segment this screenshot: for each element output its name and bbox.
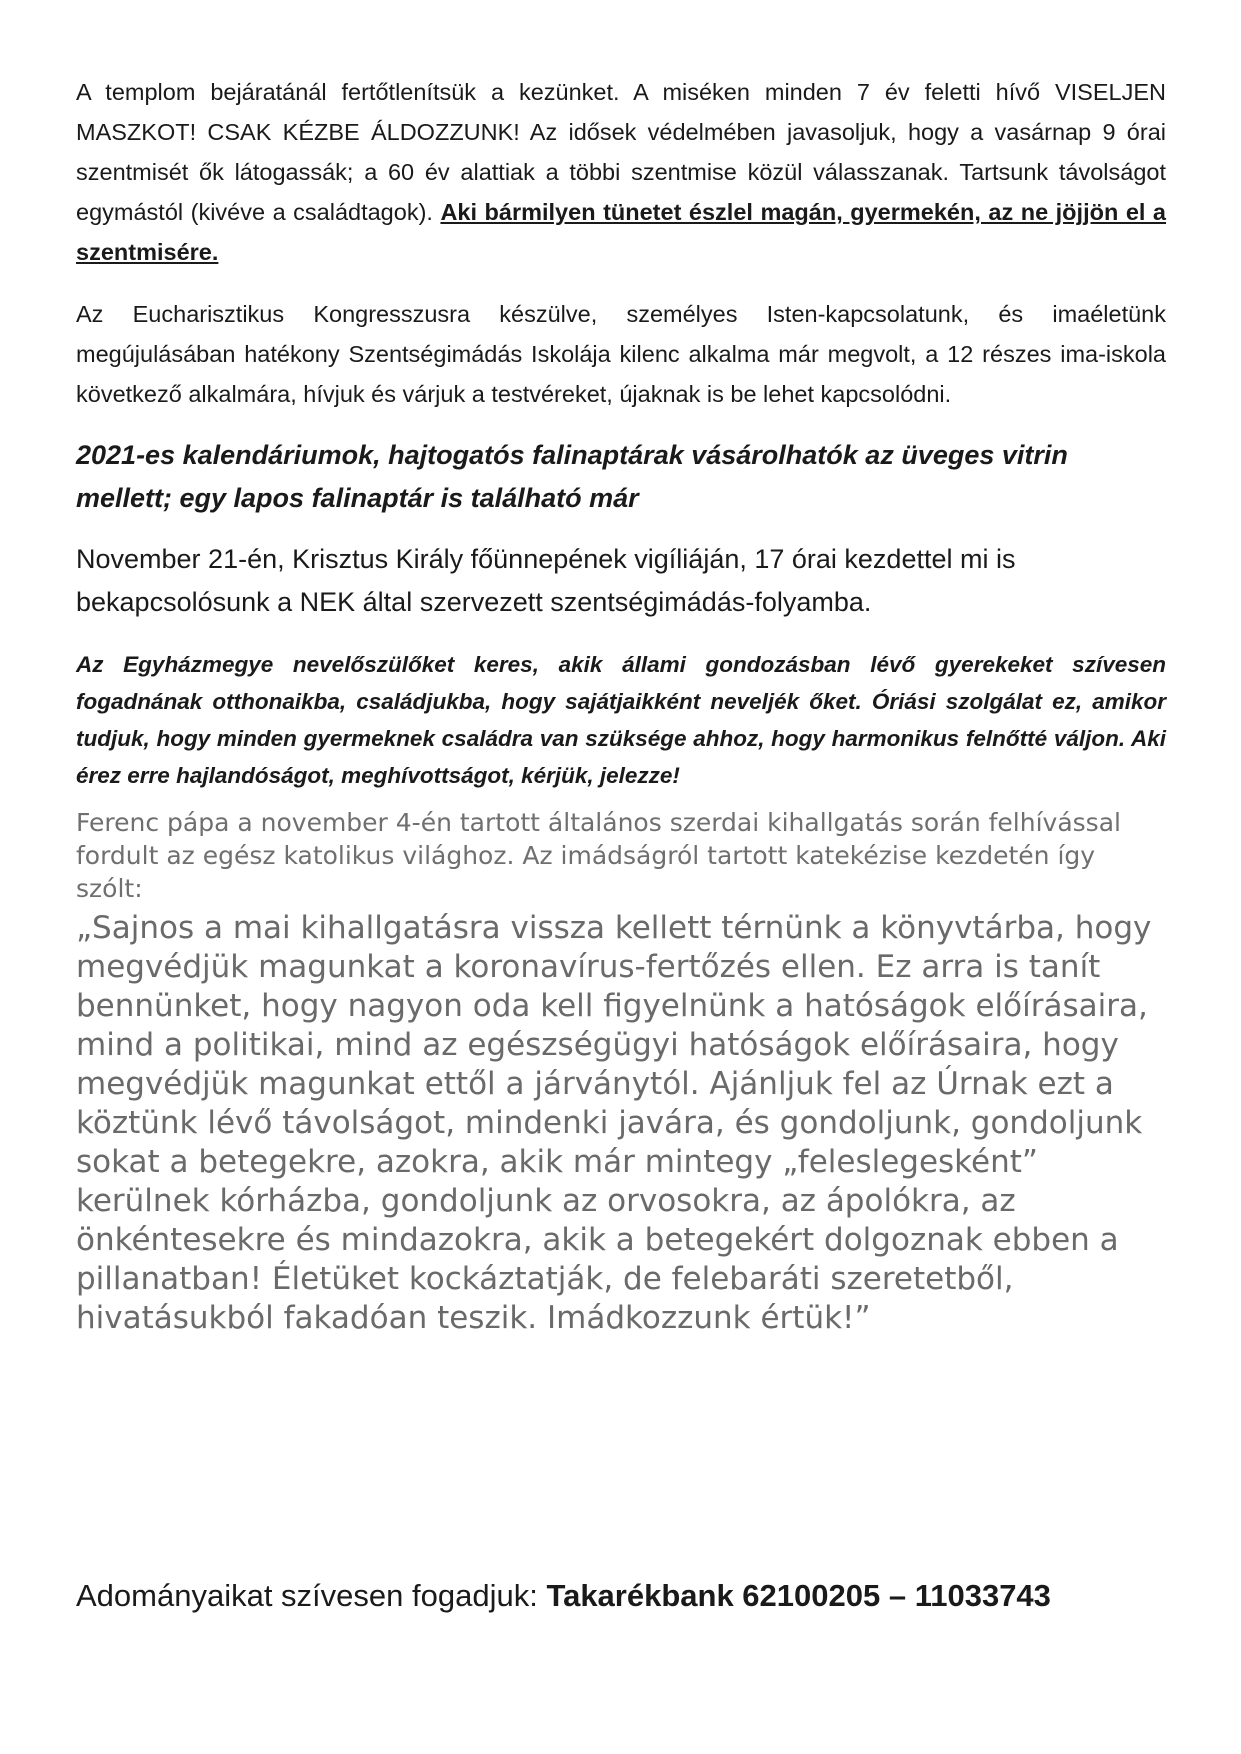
donation-line bbox=[76, 1574, 1166, 1618]
hygiene-notice bbox=[76, 72, 1166, 272]
prayer-school-notice: Az Eucharisztikus Kongresszusra készülve, személyes Isten-kapcsolatunk, és imaéletünk megújulásában hatékony Szentségimádás Iskolája kilenc alkalma már megvolt, a 12 részes ima-iskola következő alkalmára, hívjuk és várjuk a testvéreket, újaknak is be lehet kapcsolódni. bbox=[76, 301, 1166, 407]
hygiene-notice-text: A templom bejáratánál fertőtlenítsük a kezünket. A miséken minden 7 év feletti hívő VISELJEN MASZKOT! CSAK KÉZBE ÁLDOZZUNK! Az idősek védelmében javasoljuk, hogy a vasárnap 9 órai szentmisét ők látogassák; a 60 év alattiak a többi szentmise közül válasszanak. Tartsunk távolságot egymástól (kivéve a családtagok). bbox=[76, 79, 1166, 225]
adoration-notice: November 21-én, Krisztus Király főünnepének vigíliáján, 17 órai kezdettel mi is bekapcsolósunk a NEK által szervezett szentségimádás-folyamba. bbox=[76, 544, 1016, 617]
donation-label: Adományaikat szívesen fogadjuk: bbox=[76, 1578, 547, 1613]
symptom-warning: Aki bármilyen tünetet észlel magán, gyermekén, az ne jöjjön el a szentmisére. bbox=[76, 199, 1167, 265]
foster-parents-notice: Az Egyházmegye nevelőszülőket keres, akik állami gondozásban lévő gyerekeket szívesen fogadnának otthonaikba, családjukba, hogy sajátjaikként neveljék őket. Óriási szolgálat ez, amikor tudjuk, hogy minden gyermeknek családra van szüksége ahhoz, hogy harmonikus felnőtté váljon. Aki érez erre hajlandóságot, meghívottságot, kérjük, jelezze! bbox=[76, 652, 1166, 788]
pope-intro: Ferenc pápa a november 4-én tartott általános szerdai kihallgatás során felhívással fordult az egész katolikus világhoz. Az imádságról tartott katekézise kezdetén így szólt: bbox=[76, 808, 1121, 903]
bank-account: Takarékbank 62100205 – 11033743 bbox=[546, 1578, 1051, 1613]
bulletin-page bbox=[76, 72, 1166, 1338]
pope-quote: „Sajnos a mai kihallgatásra vissza kellett térnünk a könyvtárba, hogy megvédjük magunkat a koronavírus-fertőzés ellen. Ez arra is tanít bennünket, hogy nagyon oda kell figyelnünk a hatóságok előírásaira, mind a politikai, mind az egészségügyi hatóságok előírásaira, hogy megvédjük magunkat ettől a járványtól. Ajánljuk fel az Úrnak ezt a köztünk lévő távolságot, mindenki javára, és gondoljunk, gondoljunk sokat a betegekre, azokra, akik már mintegy „feleslegesként” kerülnek kórházba, gondoljunk az orvosokra, az ápolókra, az önkéntesekre és mindazokra, akik a betegekért dolgoznak ebben a pillanatban! Életüket kockáztatják, de felebaráti szeretetből, hivatásukból fakadóan teszik. Imádkozzunk értük!” bbox=[76, 910, 1152, 1336]
calendars-notice: 2021-es kalendáriumok, hajtogatós falinaptárak vásárolhatók az üveges vitrin mellett; egy lapos falinaptár is található már bbox=[76, 440, 1068, 513]
